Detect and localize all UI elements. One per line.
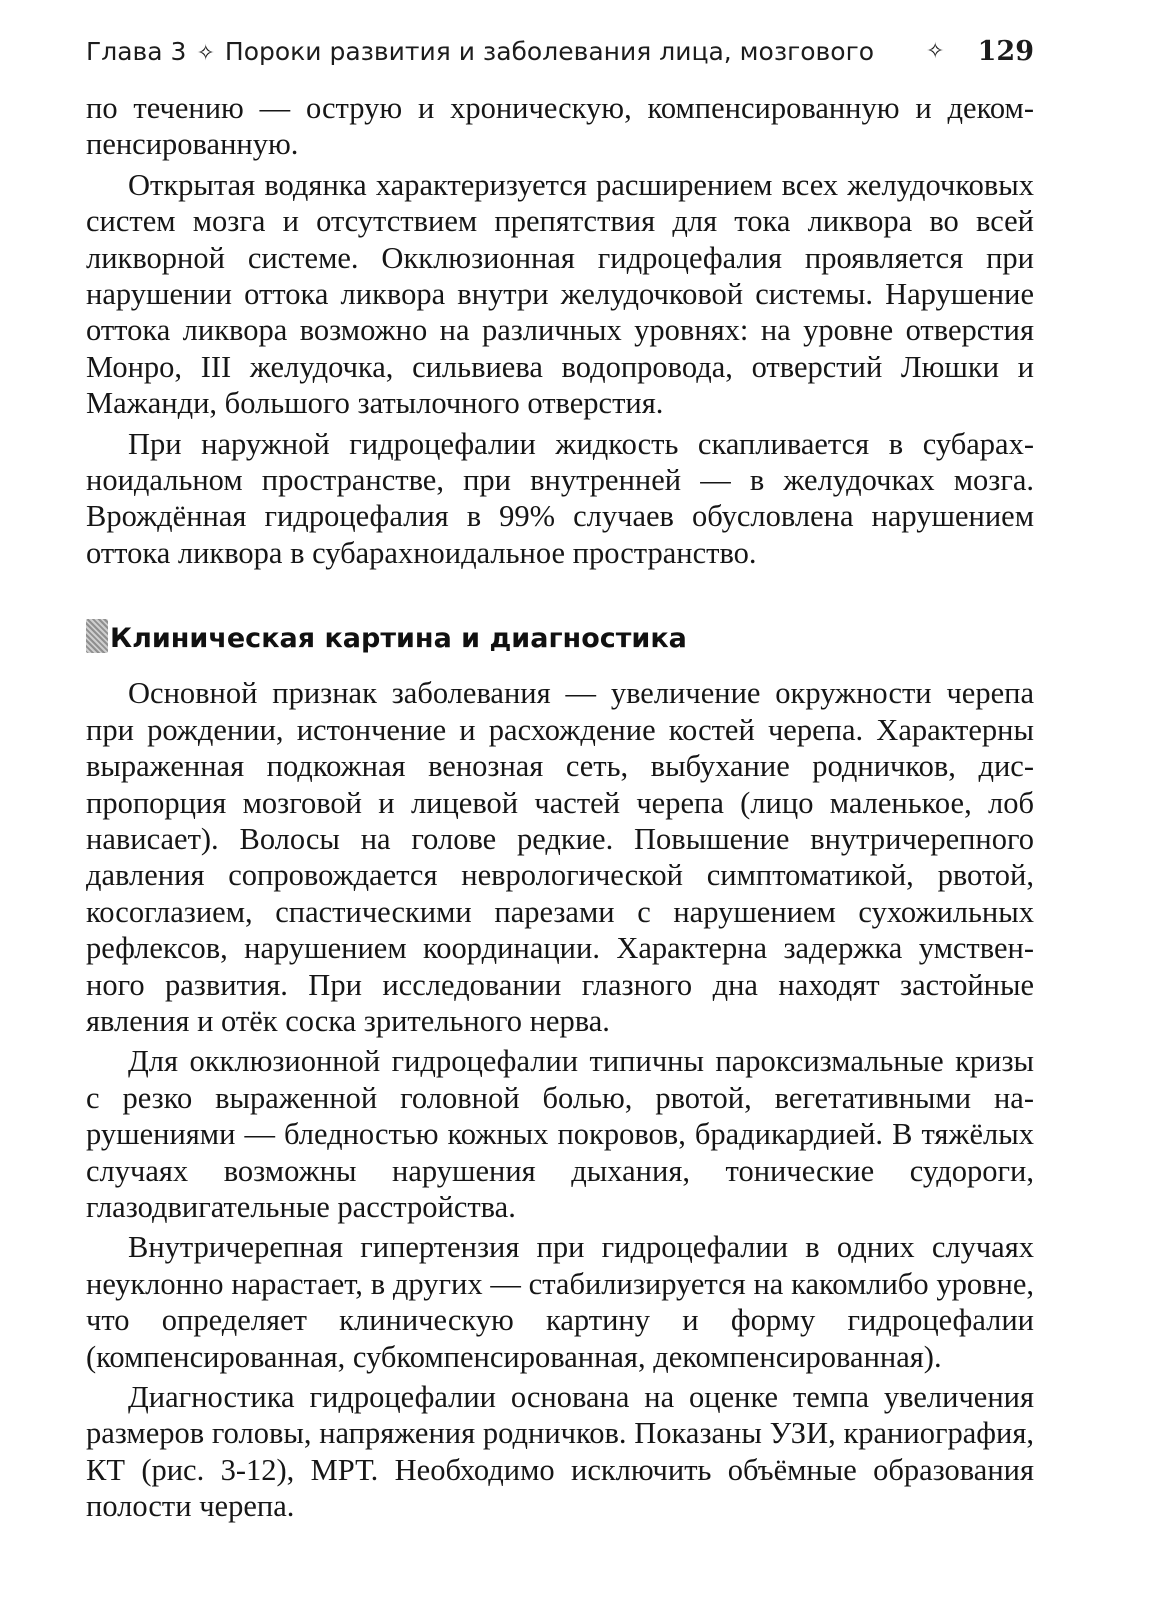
paragraph: Внутричерепная гипертензия при гидроцефалии в одних случаях неуклонно нарастает, в других — стабилизируется на какомлибо уровне, что определяет клиническую картину и форму гидроцефалии (компенсированная, субкомпенсированная, декомпенсированная). — [86, 1230, 1034, 1374]
chapter-label: Глава 3 — [86, 37, 187, 66]
paragraph: по течению — острую и хроническую, компенсированную и декомпенсированную. — [86, 91, 1034, 162]
page-number: 129 — [977, 36, 1034, 67]
header-chapter-line — [86, 32, 874, 74]
paragraph: Диагностика гидроцефалии основана на оценке темпа увеличения размеров головы, напряжения родничков. Показаны УЗИ, краниография, КТ (рис. 3-12), МРТ. Необходимо исключить объёмные образования полости черепа. — [86, 1380, 1034, 1524]
scan-artifact-icon — [86, 619, 108, 653]
paragraph: Для окклюзионной гидроцефалии типичны пароксизмальные кризы с резко выраженной головной болью, рвотой, вегетативными нарушениями — бледностью кожных покровов, брадикардией. В тяжёлых случаях возможны нарушения дыхания, тонические судороги, глазодвигательные расстройства. — [86, 1044, 1034, 1224]
chapter-title: Пороки развития и заболевания лица, мозгового — [224, 37, 875, 66]
paragraph: При наружной гидроцефалии жидкость скапливается в субарахноидальном пространстве, при внутренней — в желудочках мозга. Врождённая гидроцефалия в 99% случаев обусловлена нарушением оттока ликвора в субарахноидальное пространство. — [86, 426, 1034, 570]
section-title: Клиническая картина и диагностика — [110, 623, 687, 655]
diamond-separator-icon: ✧ — [196, 41, 215, 66]
paragraph: Открытая водянка характеризуется расширением всех желудочковых систем мозга и отсутствием препятствия для тока ликвора во всей ликворной системе. Окклюзионная гидроцефалия проявляется при нарушении оттока ликвора внутри желудочковой системы. Нарушение оттока ликвора возможно на различных уровнях: на уровне отверстия Монро, III желудочка, сильвиева водопровода, отверстий Люшки и Мажанди, большого затылочного отверстия. — [86, 167, 1034, 421]
paragraph: Основной признак заболевания — увеличение окружности черепа при рождении, истончение и расхождение костей черепа. Характерны выраженная подкожная венозная сеть, выбухание родничков, диспропорция мозговой и лицевой частей черепа (лицо маленькое, лоб нависает). Волосы на голове редкие. Повышение внутричерепного давления сопровождается неврологической симптоматикой, рвотой, косоглазием, спастическими парезами с нарушением сухожильных рефлексов, нарушением координации. Характерна задержка умственного развития. При исследовании глазного дна находят застойные явления и отёк соска зрительного нерва. — [86, 676, 1034, 1038]
diamond-separator-icon: ✧ — [926, 39, 945, 64]
section-heading — [86, 619, 1034, 659]
running-header — [86, 32, 1034, 72]
page-body — [86, 90, 1034, 1529]
